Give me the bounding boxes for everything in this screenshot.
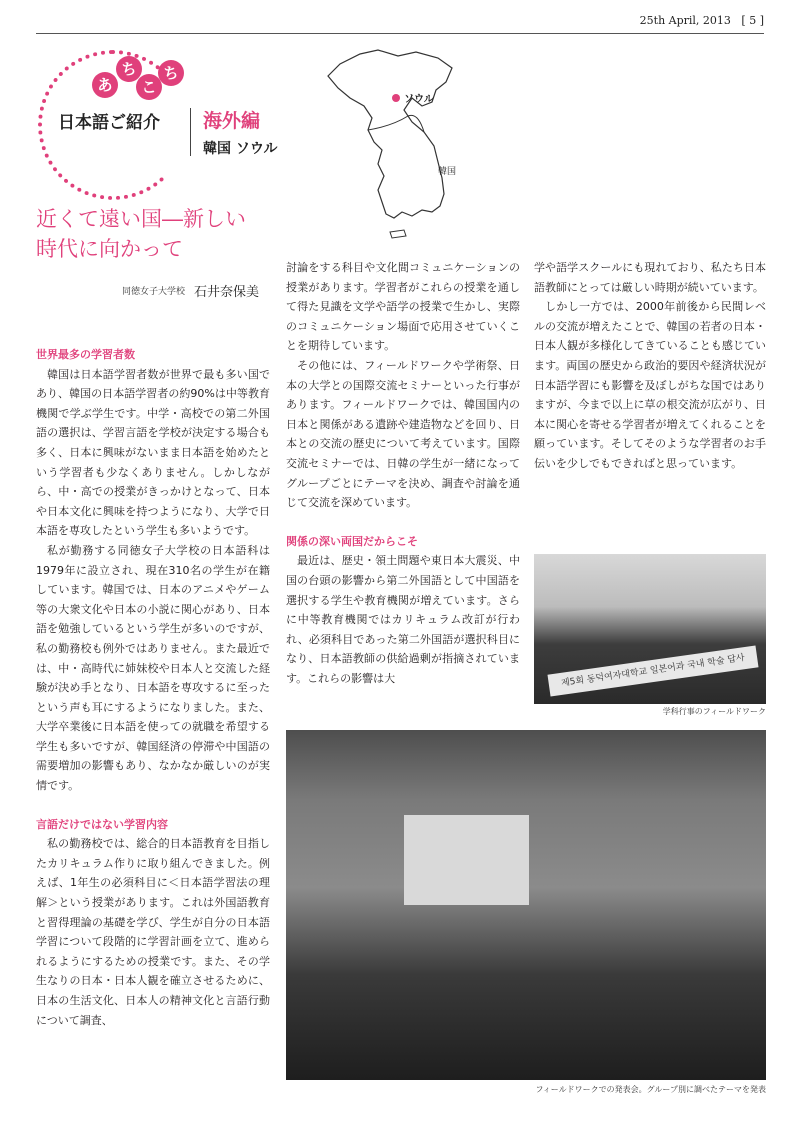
presentation-hall-photo <box>286 730 766 1080</box>
paragraph: その他には、フィールドワークや学術祭、日本の大学との国際交流セミナーといった行事があります。フィールドワークでは、韓国国内の日本と関係がある遺跡や建造物などを回り、日本との交流の歴史について考えています。国際交流セミナーでは、日韓の学生が一緒になってグループごとにテーマを決め、調査や討論を通じて交流を深めています。 <box>286 358 520 510</box>
photo-caption: フィールドワークでの発表会。グループ別に調べたテーマを発表 <box>535 1085 766 1094</box>
section-heading: 言語だけではない学習内容 <box>36 817 168 831</box>
series-divider <box>190 108 191 156</box>
bubble-chi-2: ち <box>158 60 184 86</box>
series-edition: 海外編 <box>203 110 261 132</box>
bubble-a: あ <box>92 72 118 98</box>
series-title: 日本語ご紹介 <box>58 113 160 133</box>
author-name: 石井奈保美 <box>194 285 260 300</box>
article-column-1 <box>36 345 270 1030</box>
issue-date: 25th April, 2013 [ 5 ] <box>639 14 764 27</box>
paragraph: 学や語学スクールにも現れており、私たち日本語教師にとっては厳しい時期が続いています。 <box>534 261 766 294</box>
seoul-label: ソウル <box>404 94 434 105</box>
section-heading: 世界最多の学習者数 <box>36 348 135 361</box>
article-title-line1: 近くて遠い国―新しい <box>36 207 246 231</box>
projection-screen <box>404 815 529 905</box>
jeju-island <box>390 230 406 238</box>
article-column-2 <box>286 258 520 688</box>
series-location: 韓国 ソウル <box>203 141 278 157</box>
section-heading: 関係の深い両国だからこそ <box>286 534 418 548</box>
paragraph: 韓国は日本語学習者数が世界で最も多い国であり、韓国の日本語学習者の約90%は中等教育機関で学ぶ学生です。中学・高校での第二外国語の選択は、学習言語を学校が決定する場合も多く、日本に興味がないまま日本語を始めたという学習者も少なくありません。しかしながら、中・高での授業がきっかけとなって、日本や日本文化に興味を持つようになり、大学で日本語を専攻したという学生も多いようです。 <box>36 367 270 538</box>
korea-label: 韓国 <box>438 167 457 177</box>
photo-caption: 学科行事のフィールドワーク <box>662 707 766 716</box>
border-line <box>368 115 424 132</box>
article-column-3 <box>534 258 766 474</box>
korea-map <box>320 46 490 246</box>
photo-banner: 제5회 동덕여자대학교 일본어과 국내 학술 답사 <box>547 645 758 696</box>
bubble-ko: こ <box>136 74 162 100</box>
bubble-chi: ち <box>116 56 142 82</box>
peninsula-outline <box>328 50 452 218</box>
paragraph: 私が勤務する同徳女子大学校の日本語科は1979年に設立され、現在310名の学生が在籍しています。韓国では、日本のアニメやゲーム等の大衆文化や日本の小説に関心があり、日本語を勉強しているという学生が多いのですが、私の勤務校も例外ではありません。また最近では、中・高時代に姉妹校や日本人と交流した経験が決め手となり、日本語を専攻するに至ったという声も耳にするようになりました。また、大学卒業後に日本語を使っての就職を希望する学生も多いですが、韓国経済の停滞や中国語の需要増加の影響もあり、なかなか厳しいのが実情です。 <box>36 543 270 793</box>
paragraph: しかし一方では、2000年前後から民間レベルの交流が増えたことで、韓国の若者の日本・日本人観が多様化してきていることも感じています。両国の歴史から政治的要因や経済状況が日本語学習にも影響を及ぼしがちな国ではありますが、今まで以上に草の根交流が広がり、日本に関心を寄せる学習者が増えてくれることを願っています。そしてそのような学習者のお手伝いを少しでもできればと思っています。 <box>534 300 766 470</box>
header-divider <box>36 33 764 34</box>
paragraph: 最近は、歴史・領土問題や東日本大震災、中国の台頭の影響から第二外国語として中国語を選択する学生や教育機関が増えています。さらに中等教育機関ではカリキュラム改訂が行われ、必須科目であった第二外国語が選択科目になり、日本語教師の供給過剰が指摘されています。これらの影響は大 <box>286 554 520 685</box>
article-title <box>36 204 246 264</box>
author-affiliation: 同徳女子大学校 <box>122 287 186 297</box>
paragraph: 討論をする科目や文化間コミュニケーションの授業があります。学習者がこれらの授業を通して得た見識を文学や語学の授業で生かし、実際のコミュニケーション場面で応用させていくことを期待しています。 <box>286 261 520 353</box>
page-number: [ 5 ] <box>741 14 764 27</box>
seoul-marker <box>392 94 400 102</box>
paragraph: 私の勤務校では、総合的日本語教育を目指したカリキュラム作りに取り組んできました。例えば、1年生の必須科目に＜日本語学習法の理解＞という授業があります。これは外国語教育と習得理論の基礎を学び、学生が自分の日本語学習について段階的に学習計画を立て、進められるようにするための授業です。また、その学生なりの日本・日本人観を確立させるために、日本の生活文化、日本人の精神文化と言語行動について調査、 <box>36 837 270 1027</box>
article-title-line2: 時代に向かって <box>36 237 183 261</box>
